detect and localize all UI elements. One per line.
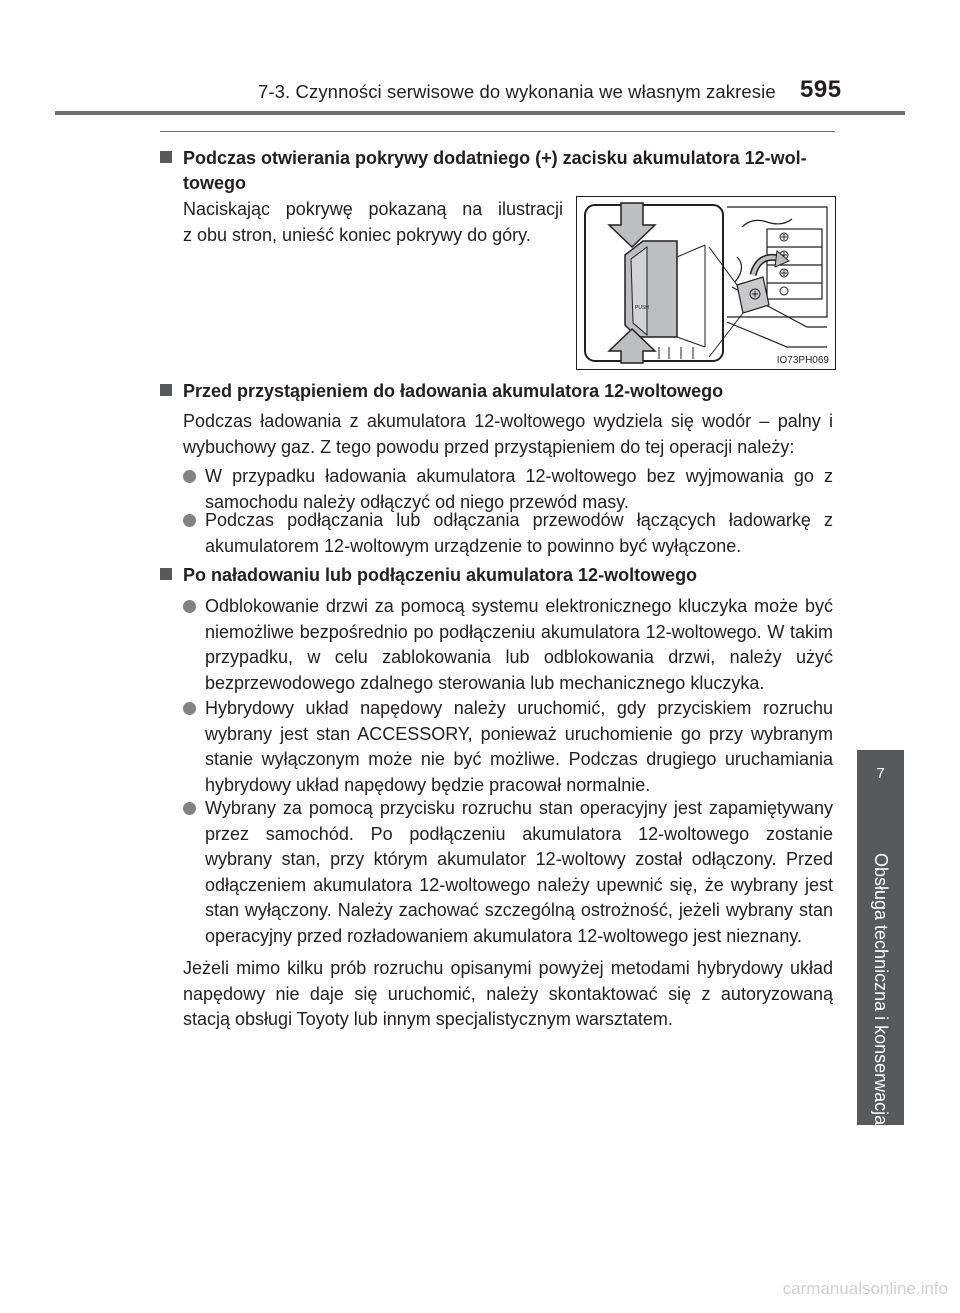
- list-item-text: Hybrydowy układ napędowy należy uruchomić, gdy przyciskiem rozruchu wybrany jest stan ACCESSORY, ponieważ uruchomienie go przy wybranym stanie wyłączonym może nie być możliwe. Podczas drugiego uruchamiania hybrydowy układ napędowy będzie pracował normalnie.: [205, 698, 833, 795]
- charging-intro-paragraph: Podczas ładowania z akumulatora 12-woltowego wydziela się wodór – palny i wybuchowy gaz. Z tego powodu przed przystąpieniem do tej operacji należy:: [183, 411, 833, 457]
- figure-code: IO73PH069: [776, 355, 829, 366]
- round-bullet-icon: [183, 600, 196, 613]
- list-item-text: W przypadku ładowania akumulatora 12-woltowego bez wyjmowania go z samochodu należy odłączyć od niego przewód masy.: [205, 466, 833, 512]
- section-heading-before-charging: [160, 379, 840, 404]
- page-number: 595: [800, 76, 842, 103]
- list-item-text: Odblokowanie drzwi za pomocą systemu elektronicznego kluczyka może być niemożliwe bezpośrednio po podłączeniu akumulatora 12-woltowego. W takim przypadku, w celu zablokowania lub odblokowania drzwi, należy użyć bezprzewodowego zdalnego sterowania lub mechanicznego kluczyka.: [205, 596, 833, 693]
- list-item: [183, 508, 833, 559]
- list-item-text: Podczas podłączania lub odłączania przewodów łączących ładowarkę z akumulatorem 12-woltowym urządzenie to powinno być wyłączone.: [205, 510, 833, 556]
- square-bullet-icon: [160, 568, 172, 580]
- list-item: [183, 594, 833, 696]
- watermark: carmanualsonline.info: [782, 1279, 948, 1298]
- list-item: [183, 796, 833, 949]
- round-bullet-icon: [183, 514, 196, 527]
- round-bullet-icon: [183, 702, 196, 715]
- instruction-paragraph: [183, 197, 563, 248]
- square-bullet-icon: [160, 151, 172, 163]
- heading-text: Przed przystąpieniem do ładowania akumulatora 12-woltowego: [183, 381, 724, 401]
- heading-line: Podczas otwierania pokrywy dodatniego (+) zacisku akumulatora 12-wol-: [183, 148, 807, 168]
- heading-text: Po naładowaniu lub podłączeniu akumulatora 12-woltowego: [183, 565, 698, 585]
- square-bullet-icon: [160, 384, 172, 396]
- closing-paragraph: Jeżeli mimo kilku prób rozruchu opisanymi powyżej metodami hybrydowy układ napędowy nie daje się uruchomić, należy skontaktować się z autoryzowaną stacją obsługi Toyoty lub innym specjalistycznym warsztatem.: [183, 958, 833, 1029]
- running-header-title: 7-3. Czynności serwisowe do wykonania we własnym zakresie: [258, 81, 776, 102]
- header-rule: [55, 111, 905, 115]
- terminal-cover-illustration: [576, 196, 836, 370]
- chapter-title: Obsługa techniczna i konserwacja: [871, 853, 891, 1126]
- push-label: PUSH: [635, 305, 649, 311]
- section-heading-after-charging: [160, 563, 840, 588]
- chapter-tab: [857, 750, 904, 823]
- chapter-number: 7: [876, 765, 885, 782]
- heading-line: towego: [183, 173, 246, 193]
- list-item: [183, 696, 833, 798]
- section-heading-terminal-cover: [160, 146, 840, 196]
- illustration-drawing: [577, 197, 835, 369]
- text-line: Naciskając pokrywę pokazaną na ilustracji: [183, 199, 563, 219]
- content-rule: [160, 131, 835, 132]
- round-bullet-icon: [183, 470, 196, 483]
- text-line: z obu stron, unieść koniec pokrywy do góry.: [183, 224, 531, 245]
- list-item-text: Wybrany za pomocą przycisku rozruchu stan operacyjny jest zapamiętywany przez samochód. Po podłączeniu akumulatora 12-woltowego zostanie wybrany stan, przy którym akumulator 12-woltowy został odłączony. Przed odłączeniem akumulatora 12-woltowego należy upewnić się, że wybrany jest stan wyłączony. Należy zachować szczególną ostrożność, jeżeli wybrany stan operacyjny przed rozładowaniem akumulatora 12-woltowego jest nieznany.: [205, 798, 833, 946]
- round-bullet-icon: [183, 802, 196, 815]
